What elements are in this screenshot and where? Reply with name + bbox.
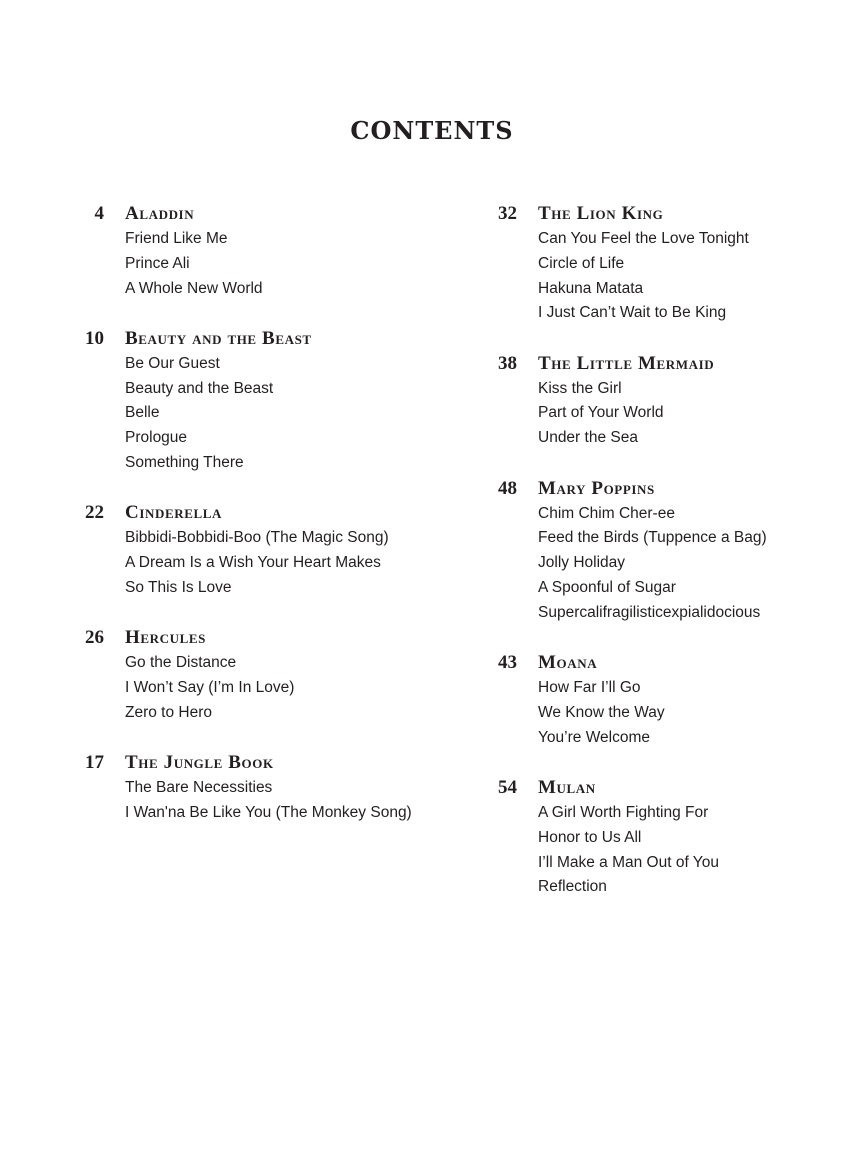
song-title: Belle [125,404,160,422]
contents-column-right [473,203,767,927]
song-list [60,776,412,826]
film-title: The Lion King [538,203,664,224]
toc-section [473,203,767,326]
section-heading [473,203,767,227]
page-number: 38 [498,352,517,374]
toc-section [473,777,767,900]
song-title: So This Is Love [125,578,232,596]
toc-section [60,328,412,476]
song-title: Can You Feel the Love Tonight [538,230,749,247]
page-title: CONTENTS [350,116,514,145]
page-number: 10 [85,327,104,349]
song-title: We Know the Way [538,703,665,721]
song-title: Prince Ali [125,254,190,272]
song-title: I Just Can’t Wait to Be King [538,304,727,322]
toc-section [60,752,412,826]
song-title: A Whole New World [125,279,263,297]
page-number: 22 [85,502,104,524]
song-list [60,651,412,725]
toc-section [60,502,412,600]
song-title: Zero to Hero [125,703,213,721]
song-title: Go the Distance [125,654,237,672]
section-heading [60,627,412,651]
song-title: Reflection [538,878,607,896]
page-number: 48 [498,477,517,499]
page-number: 54 [498,776,517,798]
section-heading [473,353,767,377]
film-title: Beauty and the Beast [125,327,312,349]
song-title: I Won’t Say (I’m In Love) [125,679,295,697]
song-title: Prologue [125,429,188,447]
song-title: The Bare Necessities [125,779,273,797]
song-title: Under the Sea [538,429,638,447]
song-list [473,377,767,451]
film-title: Mary Poppins [538,477,655,499]
film-title: The Jungle Book [125,752,274,774]
song-title: Part of Your World [538,404,664,422]
contents-column-left [60,203,412,852]
song-title: Chim Chim Cher-ee [538,504,675,522]
song-title: Friend Like Me [125,230,228,247]
song-list [473,502,767,626]
section-heading [473,478,767,502]
film-title: Hercules [125,627,206,649]
section-heading [60,328,412,352]
song-title: Honor to Us All [538,828,642,846]
song-title: Jolly Holiday [538,554,626,572]
page-number: 17 [85,752,104,774]
song-title: Something There [125,454,244,472]
section-heading [60,502,412,526]
song-title: Supercalifragilisticexpialidocious [538,603,761,621]
film-title: Cinderella [125,502,223,524]
page-number: 26 [85,627,104,649]
toc-section [60,627,412,725]
page-number: 4 [94,203,104,224]
toc-section [473,652,767,750]
page-number: 43 [498,652,517,674]
song-title: Bibbidi-Bobbidi-Boo (The Magic Song) [125,529,389,547]
section-heading [60,752,412,776]
song-title: Be Our Guest [125,354,220,372]
song-list [473,227,767,326]
song-title: A Spoonful of Sugar [538,578,676,596]
song-title: You’re Welcome [538,728,651,746]
song-title: I Wan'na Be Like You (The Monkey Song) [125,803,412,821]
page-number: 32 [498,203,517,224]
song-title: Beauty and the Beast [125,379,274,397]
song-list [473,676,767,750]
song-list [473,801,767,900]
film-title: The Little Mermaid [538,352,715,374]
toc-section [473,478,767,626]
song-title: A Dream Is a Wish Your Heart Makes [125,554,381,572]
song-list [60,227,412,301]
song-title: Feed the Birds (Tuppence a Bag) [538,529,767,547]
song-title: I’ll Make a Man Out of You [538,853,719,871]
song-title: Circle of Life [538,254,625,272]
film-title: Moana [538,652,598,674]
song-title: Hakuna Matata [538,279,644,297]
film-title: Mulan [538,776,596,798]
toc-section [473,353,767,451]
section-heading [473,777,767,801]
song-list [60,526,412,600]
song-list [60,352,412,476]
film-title: Aladdin [125,203,195,224]
toc-section [60,203,412,301]
song-title: A Girl Worth Fighting For [538,803,709,821]
song-title: How Far I’ll Go [538,679,641,697]
section-heading [60,203,412,227]
song-title: Kiss the Girl [538,379,622,397]
section-heading [473,652,767,676]
